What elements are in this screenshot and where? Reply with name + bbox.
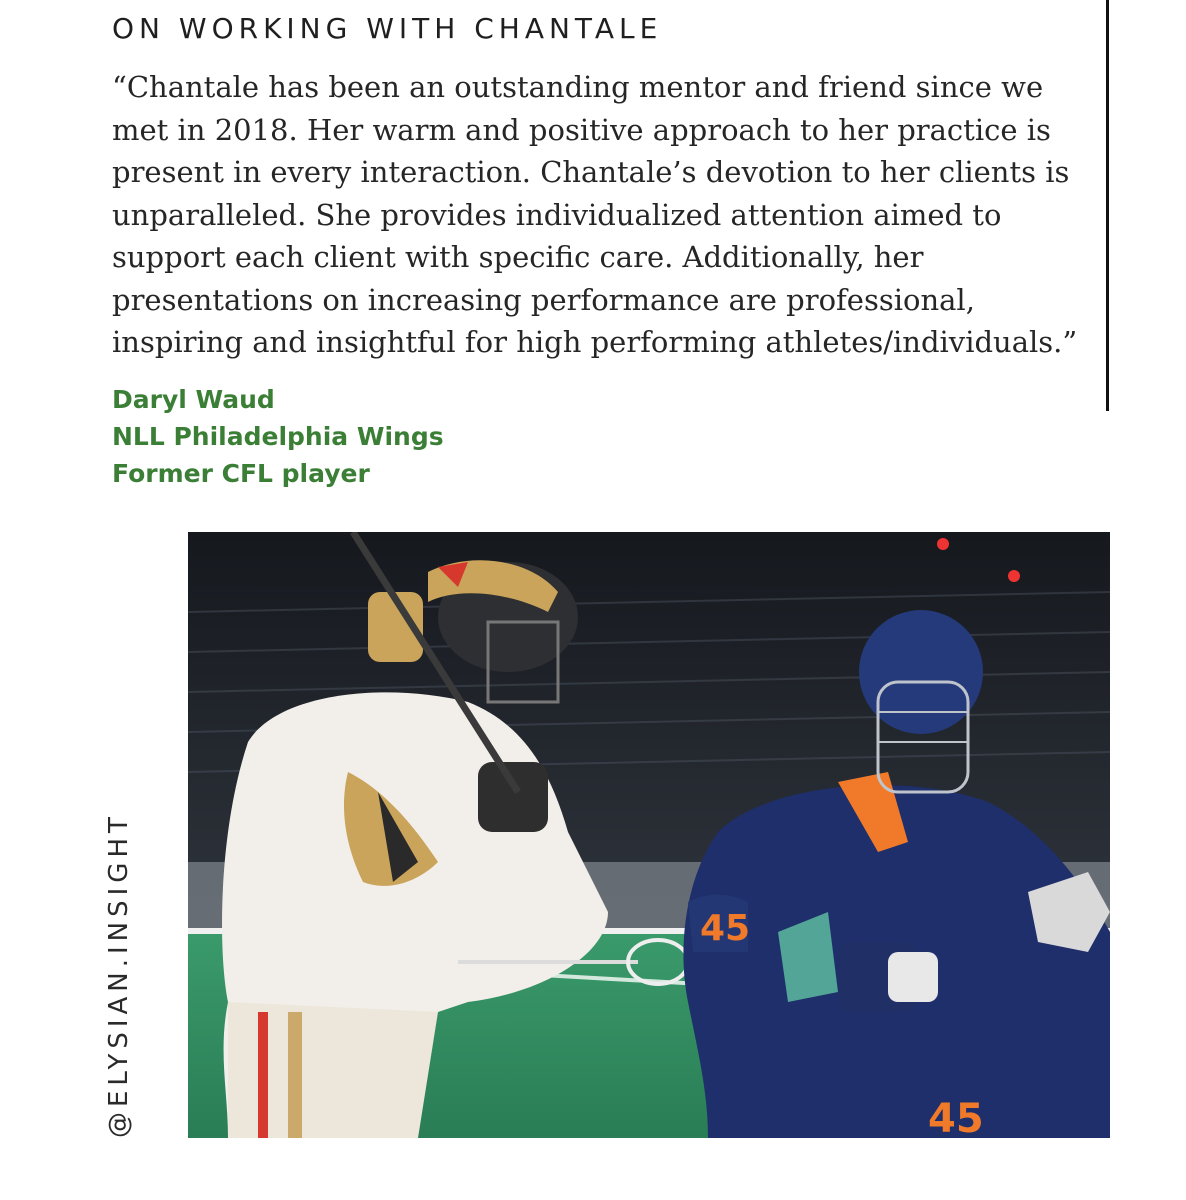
testimonial-attribution <box>112 381 444 492</box>
jersey-number-left: 45 <box>700 908 751 949</box>
quote-line: “Chantale has been an outstanding mentor and friend since we <box>112 70 1044 104</box>
jersey-number-right: 45 <box>928 1096 984 1138</box>
quote-line: unparalleled. She provides individualized attention aimed to <box>112 197 1002 232</box>
section-heading: ON WORKING WITH CHANTALE <box>112 12 663 45</box>
quote-line: inspiring and insightful for high performing athletes/individuals.” <box>112 325 1078 359</box>
quote-line: support each client with specific care. Additionally, her <box>112 240 924 274</box>
vertical-divider <box>1106 0 1109 411</box>
author-team: NLL Philadelphia Wings <box>112 422 444 451</box>
quote-line: met in 2018. Her warm and positive approach to her practice is <box>112 112 1051 147</box>
author-former-role: Former CFL player <box>112 459 370 488</box>
author-name: Daryl Waud <box>112 385 275 414</box>
quote-line: presentations on increasing performance are professional, <box>112 282 975 317</box>
quote-line: present in every interaction. Chantale’s devotion to her clients is <box>112 155 1070 189</box>
testimonial-quote <box>112 66 1078 364</box>
lacrosse-photo <box>188 532 1110 1138</box>
social-handle: @ELYSIAN.INSIGHT <box>104 812 134 1138</box>
